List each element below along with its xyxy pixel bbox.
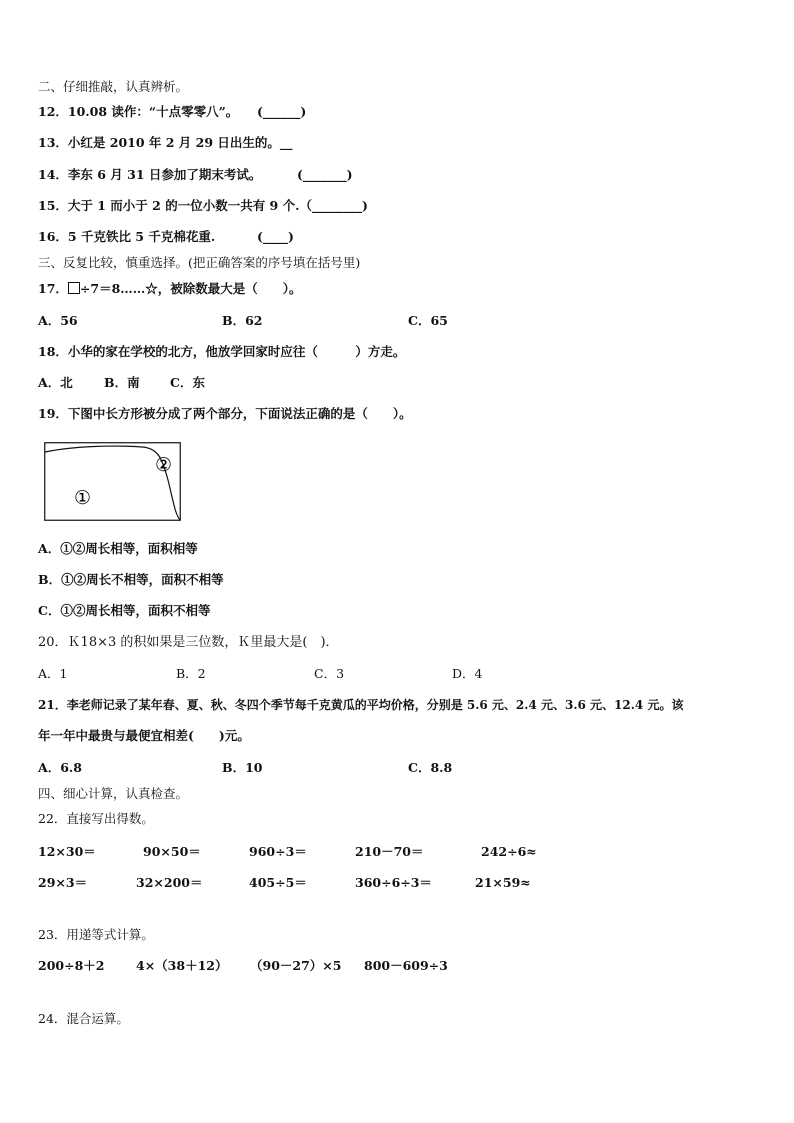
calc-item: 12×30＝ (38, 844, 96, 859)
region-1-label: ① (74, 487, 92, 509)
question-17-stem: ÷7＝8……☆，被除数最大是（ ）。 (79, 281, 302, 296)
question-20: 20．Ｋ18×3 的积如果是三位数，Ｋ里最大是( )． (38, 635, 339, 650)
question-21-line-2: 年一年中最贵与最便宜相差( )元。 (38, 728, 250, 743)
q21-option-a: A．6.8 (38, 760, 82, 775)
q20-option-d: D．4 (452, 666, 483, 681)
q17-option-c: C．65 (408, 313, 448, 328)
q18-option-a: A．北 (38, 375, 73, 390)
question-22: 22．直接写出得数。 (38, 811, 154, 826)
q18-option-c: C．东 (170, 375, 205, 390)
question-17 (38, 281, 302, 297)
calc-item: 200÷8＋2 (38, 958, 105, 973)
calc-item: 360÷6÷3＝ (355, 875, 432, 890)
question-18: 18．小华的家在学校的北方，他放学回家时应往（ ）方走。 (38, 344, 406, 359)
question-12: 12．10.08 读作：“十点零零八”。 (______) (38, 104, 307, 119)
q17-option-a: A．56 (38, 313, 78, 328)
section-4-heading: 四、细心计算，认真检查。 (38, 786, 189, 801)
question-13: 13．小红是 2010 年 2 月 29 日出生的。__ (38, 135, 293, 150)
q17-option-b: B．62 (222, 313, 263, 328)
calc-item: 32×200＝ (136, 875, 203, 890)
calc-item: 90×50＝ (143, 844, 201, 859)
calc-item: （90－27）×5 (250, 958, 342, 973)
region-2-label: ② (155, 454, 173, 476)
q19-option-b: B．①②周长不相等，面积不相等 (38, 572, 224, 587)
section-3-heading: 三、反复比较，慎重选择。(把正确答案的序号填在括号里) (38, 255, 361, 270)
calc-item: 800－609÷3 (364, 958, 448, 973)
question-17-number: 17． (38, 281, 68, 296)
q19-option-a: A．①②周长相等，面积相等 (38, 541, 198, 556)
blank-box-icon (68, 282, 80, 294)
calc-item: 4×（38＋12） (136, 958, 228, 973)
q20-option-b: B．2 (176, 666, 206, 681)
question-14: 14．李东 6 月 31 日参加了期末考试。 (_______) (38, 167, 353, 182)
q20-option-a: A．1 (38, 666, 68, 681)
calc-item: 29×3＝ (38, 875, 88, 890)
calc-item: 405÷5＝ (249, 875, 307, 890)
calc-item: 21×59≈ (475, 875, 531, 890)
q21-option-c: C．8.8 (408, 760, 453, 775)
q19-option-c: C．①②周长相等，面积不相等 (38, 603, 211, 618)
question-15: 15．大于 1 而小于 2 的一位小数一共有 9 个.（________) (38, 198, 368, 213)
calc-item: 242÷6≈ (481, 844, 537, 859)
q20-option-c: C．3 (314, 666, 345, 681)
question-19: 19．下图中长方形被分成了两个部分，下面说法正确的是（ ）。 (38, 406, 412, 421)
question-24: 24．混合运算。 (38, 1011, 129, 1026)
q18-option-b: B．南 (104, 375, 140, 390)
question-21-line-1: 21．李老师记录了某年春、夏、秋、冬四个季节每千克黄瓜的平均价格，分别是 5.6 元、2.4 元、3.6 元、12.4 元。该 (38, 698, 684, 712)
question-16: 16．5 千克铁比 5 千克棉花重. (____) (38, 229, 294, 244)
calc-item: 960÷3＝ (249, 844, 307, 859)
rectangle-figure (44, 442, 181, 521)
calc-item: 210－70＝ (355, 844, 424, 859)
question-23: 23．用递等式计算。 (38, 927, 154, 942)
q21-option-b: B．10 (222, 760, 263, 775)
section-2-heading: 二、仔细推敲，认真辨析。 (38, 79, 189, 94)
